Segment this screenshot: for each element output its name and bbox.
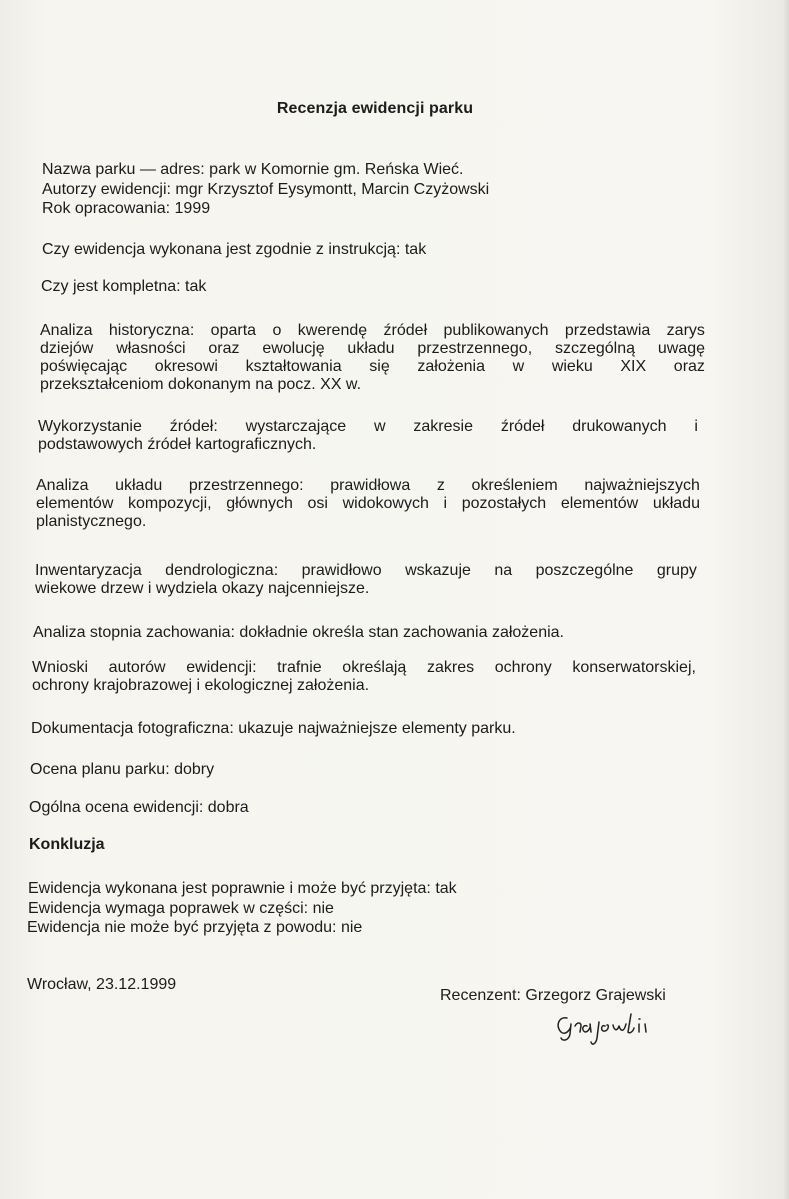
historical-line-4: przekształceniom dokonanym na pocz. XX w.	[40, 376, 362, 393]
word: przestrzennego,	[417, 340, 533, 357]
word: w	[373, 418, 386, 435]
sources-line-1	[38, 418, 698, 436]
word: kształtowania	[245, 358, 342, 375]
conclusion-line-corrections: Ewidencja wymaga poprawek w części: nie	[28, 900, 334, 917]
word: źródeł:	[169, 418, 218, 435]
word: trafnie	[277, 659, 322, 676]
word: oraz	[208, 340, 240, 357]
word: prawidłowa	[330, 477, 411, 494]
word: Analiza	[36, 477, 89, 494]
word: Wykorzystanie	[38, 418, 142, 435]
conclusions-line-1	[32, 659, 696, 677]
place-and-date: Wrocław, 23.12.1999	[27, 976, 177, 993]
word: elementów	[560, 495, 639, 512]
word: szczególną	[554, 340, 636, 357]
word: źródeł	[500, 418, 545, 435]
conclusion-line-rejected: Ewidencja nie może być przyjęta z powodu: nie	[27, 919, 363, 936]
word: z	[436, 477, 445, 494]
word: widokowych	[342, 495, 429, 512]
sources-line-2: podstawowych źródeł kartograficznych.	[38, 436, 317, 453]
word: Wnioski	[32, 659, 89, 676]
word: i	[694, 418, 698, 435]
word: drukowanych	[572, 418, 667, 435]
word: oraz	[673, 358, 705, 375]
word: uwagę	[657, 340, 705, 357]
spatial-line-3: planistycznego.	[36, 513, 147, 530]
conclusions-line-2: ochrony krajobrazowej i ekologicznej założenia.	[32, 677, 370, 694]
historical-line-3	[40, 358, 705, 376]
word: okresowi	[154, 358, 218, 375]
handwritten-signature	[553, 1008, 663, 1050]
year-line: Rok opracowania: 1999	[42, 200, 211, 217]
word: historyczna:	[108, 322, 195, 339]
word: ewolucję	[262, 340, 325, 357]
word: elementów	[36, 495, 114, 512]
preservation-line: Analiza stopnia zachowania: dokładnie określa stan zachowania założenia.	[33, 624, 564, 641]
word: wskazuje	[405, 562, 471, 579]
word: ewidencji:	[186, 659, 257, 676]
word: założenia	[417, 358, 485, 375]
word: zarys	[666, 322, 705, 339]
spatial-analysis-paragraph	[36, 477, 700, 531]
word: i	[443, 495, 448, 512]
conclusion-heading: Konkluzja	[29, 836, 105, 853]
word: własności	[116, 340, 186, 357]
word: wystarczające	[245, 418, 347, 435]
authors-conclusions-paragraph	[32, 659, 696, 695]
document-title: Recenzja ewidencji parku	[276, 100, 474, 117]
word: najważniejszych	[584, 477, 700, 494]
word: układu	[115, 477, 163, 494]
word: układu	[347, 340, 395, 357]
historical-line-1	[40, 322, 705, 340]
word: kwerendę	[297, 322, 368, 339]
word: Inwentaryzacja	[35, 562, 142, 579]
word: się	[369, 358, 390, 375]
word: pozostałych	[461, 495, 547, 512]
page-edge-shadow	[783, 0, 789, 1199]
reviewer-name: Recenzent: Grzegorz Grajewski	[440, 987, 666, 1004]
authors-line: Autorzy ewidencji: mgr Krzysztof Eysymontt, Marcin Czyżowski	[42, 181, 490, 198]
conclusion-line-accepted: Ewidencja wykonana jest poprawnie i może być przyjęta: tak	[28, 880, 457, 897]
dendrological-paragraph	[35, 562, 697, 598]
word: zakresie	[413, 418, 473, 435]
word: poświęcając	[40, 358, 128, 375]
word: przestrzennego:	[188, 477, 304, 494]
word: prawidłowo	[301, 562, 382, 579]
instruction-question: Czy ewidencja wykonana jest zgodnie z instrukcją: tak	[42, 241, 427, 258]
historical-line-2	[40, 340, 705, 358]
word: o	[272, 322, 282, 339]
word: ochrony	[494, 659, 552, 676]
sources-paragraph	[38, 418, 698, 454]
word: kompozycji,	[128, 495, 212, 512]
word: poszczególne	[535, 562, 634, 579]
plan-rating-line: Ocena planu parku: dobry	[30, 761, 215, 778]
word: zakres	[426, 659, 475, 676]
word: głównych	[226, 495, 293, 512]
word: publikowanych	[443, 322, 549, 339]
word: XIX	[620, 358, 647, 375]
word: w	[512, 358, 525, 375]
park-name-line: Nazwa parku — adres: park w Komornie gm. Reńska Wieć.	[42, 161, 464, 178]
word: autorów	[108, 659, 166, 676]
word: osi	[307, 495, 328, 512]
word: układu	[652, 495, 700, 512]
dendro-line-2: wiekowe drzew i wydziela okazy najcenniejsze.	[35, 580, 370, 597]
photo-documentation-line: Dokumentacja fotograficzna: ukazuje najważniejsze elementy parku.	[31, 720, 516, 737]
word: dziejów	[40, 340, 94, 357]
dendro-line-1	[35, 562, 697, 580]
word: konserwatorskiej,	[572, 659, 696, 676]
word: dendrologiczna:	[165, 562, 279, 579]
completeness-question: Czy jest kompletna: tak	[41, 278, 207, 295]
word: grupy	[656, 562, 697, 579]
word: wieku	[551, 358, 593, 375]
word: przedstawia	[564, 322, 651, 339]
word: określeniem	[471, 477, 558, 494]
word: oparta	[210, 322, 257, 339]
spatial-line-1	[36, 477, 700, 495]
word: na	[494, 562, 513, 579]
word: źródeł	[383, 322, 428, 339]
historical-analysis-paragraph	[40, 322, 705, 394]
word: określają	[342, 659, 407, 676]
overall-rating-line: Ogólna ocena ewidencji: dobra	[29, 799, 249, 816]
word: Analiza	[40, 322, 93, 339]
spatial-line-2	[36, 495, 700, 513]
